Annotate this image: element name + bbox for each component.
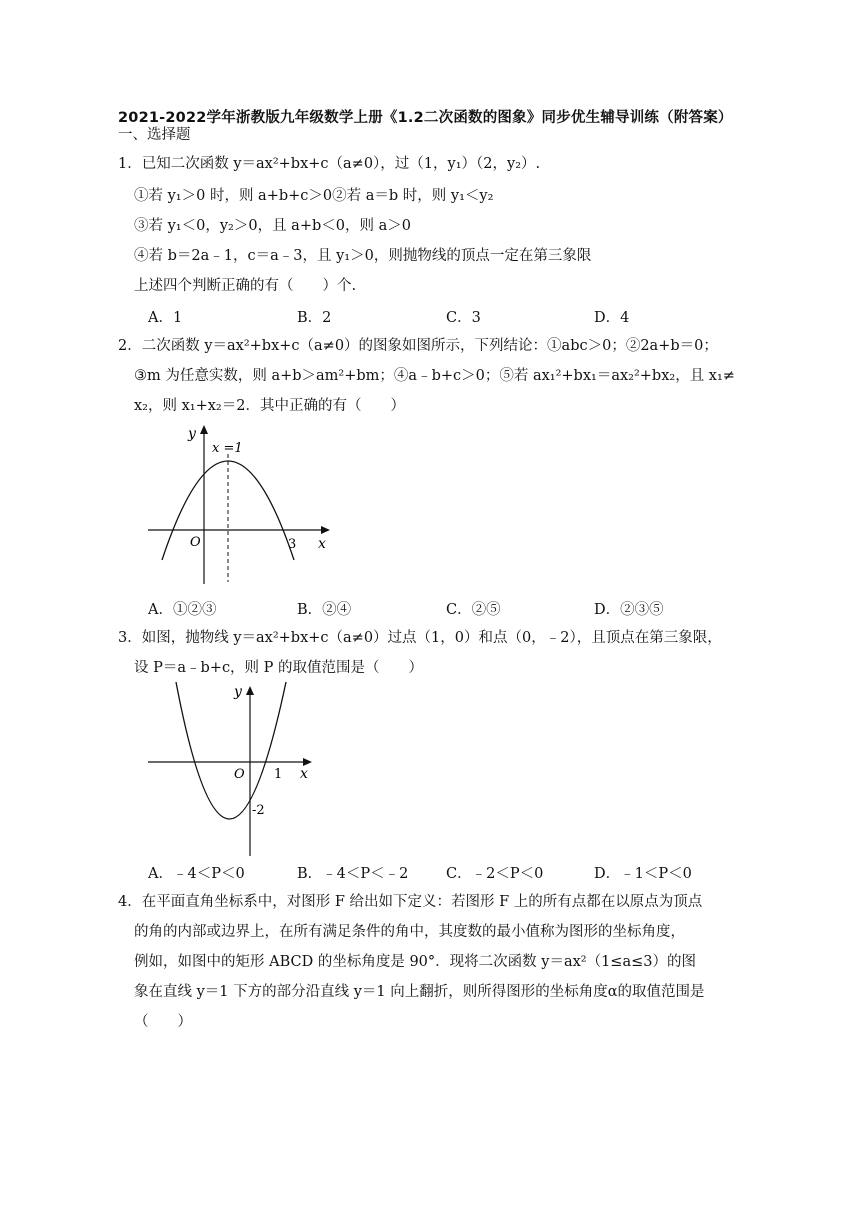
q2-question: x₂，则 x₁+x₂＝2．其中正确的有（ ） — [134, 398, 405, 414]
q1-statement-4: ④若 b＝2a﹣1，c＝a﹣3，且 y₁＞0，则抛物线的顶点一定在第三象限 — [134, 248, 592, 264]
q3-option-d[interactable]: D．﹣1＜P＜0 — [594, 866, 692, 882]
q2-y-arrow-icon — [200, 425, 208, 434]
q1-option-a[interactable]: A．1 — [148, 310, 183, 326]
q4-stem-1: 4．在平面直角坐标系中，对图形 F 给出如下定义：若图形 F 上的所有点都在以原点为顶点 — [118, 894, 703, 910]
q2-option-a[interactable]: A．①②③ — [148, 602, 217, 618]
q3-parabola-figure — [144, 680, 324, 860]
q2-option-d[interactable]: D．②③⑤ — [594, 602, 664, 618]
q2-y-label: y — [188, 426, 196, 442]
q4-stem-4: 象在直线 y＝1 下方的部分沿直线 y＝1 向上翻折，则所得图形的坐标角度α的取值范围是 — [134, 984, 705, 1000]
q2-option-b[interactable]: B．②④ — [297, 602, 352, 618]
q3-stem: 3．如图，抛物线 y＝ax²+bx+c（a≠0）过点（1，0）和点（0，﹣2），且顶点在第三象限， — [118, 630, 722, 646]
q3-x-label: x — [300, 766, 308, 782]
q3-y-label: y — [234, 684, 242, 700]
q3-y-arrow-icon — [246, 686, 254, 695]
q2-parabola-figure — [140, 420, 340, 588]
q1-option-d[interactable]: D．4 — [594, 310, 630, 326]
q3-question: 设 P＝a﹣b+c，则 P 的取值范围是（ ） — [134, 660, 424, 676]
q3-root-label: 1 — [274, 767, 283, 782]
q3-origin-label: O — [234, 767, 245, 782]
q2-statement-3-5: ③m 为任意实数，则 a+b＞am²+bm；④a﹣b+c＞0；⑤若 ax₁²+bx₁＝ax₂²+bx₂，且 x₁≠ — [134, 368, 735, 384]
q3-option-c[interactable]: C．﹣2＜P＜0 — [446, 866, 544, 882]
q1-option-c[interactable]: C．3 — [446, 310, 481, 326]
q4-stem-2: 的角的内部或边界上，在所有满足条件的角中，其度数的最小值称为图形的坐标角度， — [134, 924, 685, 940]
q2-axis-label: x =1 — [212, 441, 243, 456]
q1-option-b[interactable]: B．2 — [297, 310, 332, 326]
q3-intercept-label: -2 — [252, 803, 265, 818]
q2-root-label: 3 — [288, 537, 297, 552]
q1-statement-1-2: ①若 y₁＞0 时，则 a+b+c＞0②若 a＝b 时，则 y₁＜y₂ — [134, 188, 494, 204]
q2-option-c[interactable]: C．②⑤ — [446, 602, 501, 618]
q2-x-label: x — [318, 536, 326, 552]
q2-stem: 2．二次函数 y＝ax²+bx+c（a≠0）的图象如图所示，下列结论：①abc＞0；②2a+b＝0； — [118, 338, 718, 354]
q1-question: 上述四个判断正确的有（ ）个. — [134, 278, 357, 294]
q3-option-a[interactable]: A．﹣4＜P＜0 — [148, 866, 245, 882]
q3-x-arrow-icon — [303, 758, 312, 766]
q3-parabola-curve — [176, 682, 286, 819]
q4-stem-3: 例如，如图中的矩形 ABCD 的坐标角度是 90°．现将二次函数 y＝ax²（1≤a≤3）的图 — [134, 954, 696, 970]
q1-stem: 1．已知二次函数 y＝ax²+bx+c（a≠0），过（1，y₁）（2，y₂）. — [118, 156, 541, 172]
q2-origin-label: O — [190, 535, 201, 550]
document-title: 2021-2022学年浙教版九年级数学上册《1.2二次函数的图象》同步优生辅导训练（附答案） — [118, 110, 733, 126]
q3-option-b[interactable]: B．﹣4＜P＜﹣2 — [297, 866, 409, 882]
q1-statement-3: ③若 y₁＜0，y₂＞0，且 a+b＜0，则 a＞0 — [134, 218, 411, 234]
q2-x-arrow-icon — [321, 526, 330, 534]
section-heading: 一、选择题 — [118, 127, 191, 143]
q4-question: （ ） — [134, 1014, 192, 1030]
